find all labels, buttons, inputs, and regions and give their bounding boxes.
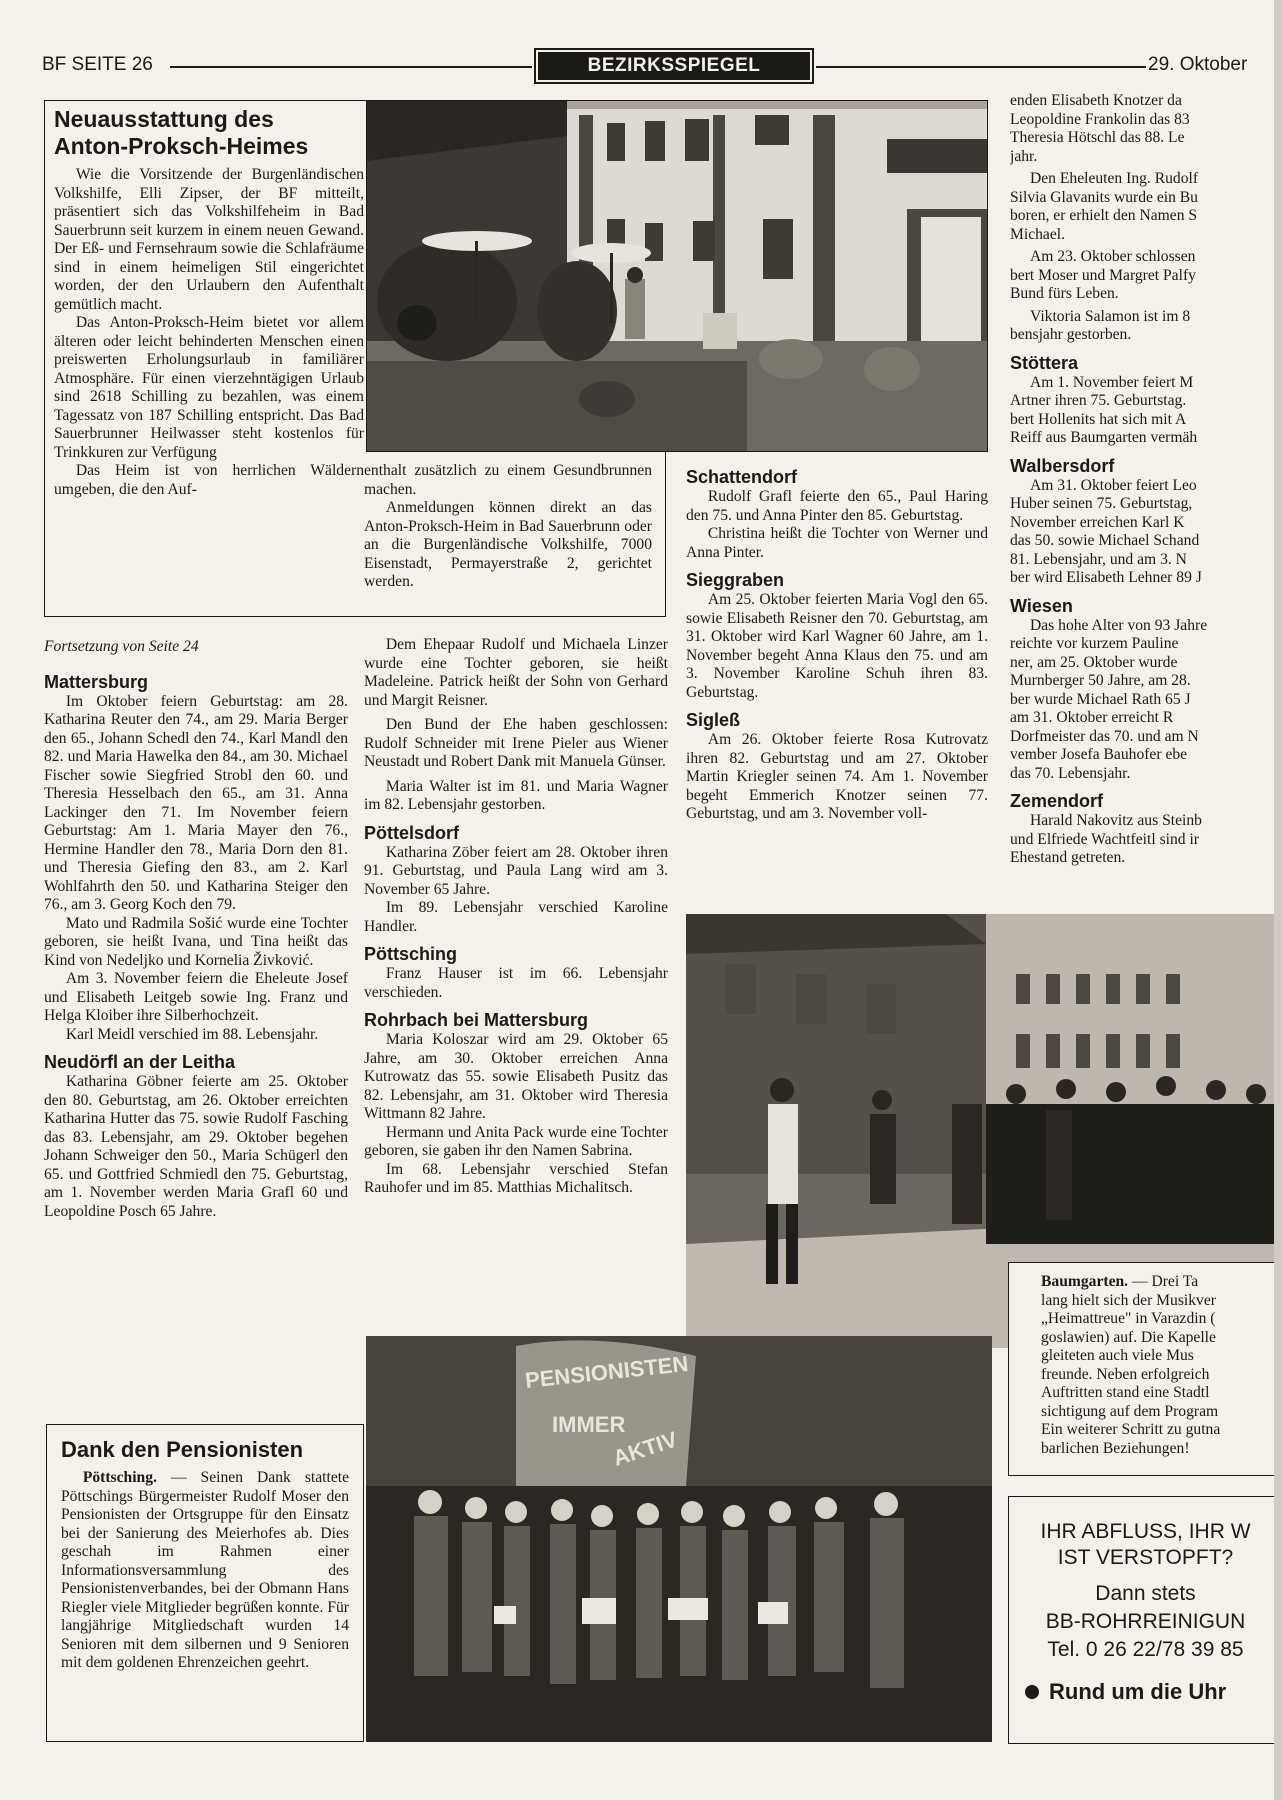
news-paragraph: Maria Koloszar wird am 29. Oktober 65 Jahre, am 30. Oktober erreichen Anna Kutrowatz das 55. sowie Elisabeth Pusitz das 82. Lebensjahr, am 31. Oktober wird Theresia Wittmann 82 Jahre. [364, 1031, 668, 1122]
header-rule-right [816, 66, 1146, 68]
news-paragraph: Am 3. November feiern die Eheleute Josef und Elisabeth Leitgeb sowie Ing. Franz und Helga Kloiber ihre Silberhochzeit. [44, 970, 348, 1024]
news-line: Leopoldine Frankolin das 83 [1010, 110, 1190, 128]
news-line: Michael. [1010, 225, 1065, 243]
pensioners-paragraph [61, 1469, 349, 1673]
page-header [0, 48, 1282, 86]
news-paragraph: Im 89. Lebensjahr verschied Karoline Handler. [364, 899, 668, 935]
news-paragraph: Im 68. Lebensjahr verschied Stefan Rauhofer und im 85. Matthias Michalitsch. [364, 1160, 668, 1196]
news-line: ber wurde Michael Rath 65 J [1010, 690, 1191, 708]
caption-line: sichtigung auf dem Program [1041, 1402, 1219, 1420]
heading-neudoerfl: Neudörfl an der Leitha [44, 1052, 236, 1072]
news-paragraph: Am 26. Oktober feierte Rosa Kutrovatz ihren 82. Geburtstag und am 27. Oktober Martin Kriegler seinen 74. Am 1. November begeht Emmerich Knotzer seinen 77. Geburtstag, und am 3. November voll- [686, 731, 988, 822]
banner-text-2: IMMER [552, 1412, 626, 1437]
heading-sigless: Sigleß [686, 710, 741, 730]
news-line: Reiff aus Baumgarten vermäh [1010, 429, 1198, 446]
news-line: am 31. Oktober erreicht R [1010, 709, 1174, 726]
news-line: Silvia Glavanits wurde ein Bu [1010, 188, 1198, 206]
news-line: Ehestand getreten. [1010, 849, 1126, 866]
ad-phone: Tel. 0 26 22/78 39 85 [1047, 1638, 1244, 1661]
news-line: Huber seinen 75. Geburtstag, [1010, 495, 1193, 512]
news-line: bensjahr gestorben. [1010, 326, 1132, 343]
news-line: Artner ihren 75. Geburtstag. [1010, 392, 1187, 409]
news-paragraph: Dem Ehepaar Rudolf und Michaela Linzer wurde eine Tochter geboren, sie heißt Madeleine. Patrick heißt der Sohn von Gerhard und Margit Reisner. [364, 636, 668, 709]
lead-paragraph: Das Heim ist von herrlichen Wäldern umgeben, die den Auf- [54, 462, 364, 498]
pensioners-title: Dank den Pensionisten [61, 1437, 304, 1462]
news-paragraph: Maria Walter ist im 81. und Maria Wagner im 82. Lebensjahr gestorben. [364, 777, 668, 813]
news-line: Den Eheleuten Ing. Rudolf [1030, 170, 1199, 187]
header-rule-left [170, 66, 532, 68]
ad-line: IHR ABFLUSS, IHR W [1040, 1520, 1251, 1543]
lead-paragraph: Anmeldungen können direkt an das Anton-Proksch-Heim in Bad Sauerbrunn oder an die Burgenländische Volkshilfe, 7000 Eisenstadt, Permayerstraße 2, gerichtet werden. [364, 499, 652, 590]
news-line: boren, er erhielt den Namen S [1010, 207, 1198, 224]
news-paragraph: Den Bund der Ehe haben geschlossen: Rudolf Schneider mit Irene Pieler aus Wiener Neustadt und Robert Dank mit Manuela Günser. [364, 716, 668, 770]
news-line: jahr. [1010, 147, 1038, 165]
news-line: das 70. Lebensjahr. [1010, 764, 1131, 782]
caption-line: Auftritten stand eine Stadtl [1041, 1384, 1210, 1401]
news-paragraph: Katharina Göbner feierte am 25. Oktober den 80. Geburtstag, am 26. Oktober erreichten Katharina Hutter das 75. sowie Rudolf Fasching das 83. Lebensjahr, am 29. Oktober begehen Johann Schweiger den 50., Maria Schügerl den 65. und Gottfried Schmiedl den 75. Geburtstag, am 1. November werden Maria Grafl 60 und Leopoldine Posch 65 Jahre. [44, 1073, 348, 1220]
caption-line: Ein weiterer Schritt zu gutna [1041, 1421, 1221, 1438]
caption-line: lang hielt sich der Musikver [1041, 1291, 1216, 1309]
caption-line: barlichen Beziehungen! [1041, 1439, 1190, 1457]
news-line: November erreichen Karl K [1010, 513, 1185, 531]
lead-continuation [364, 462, 652, 592]
news-line: Viktoria Salamon ist im 8 [1030, 307, 1191, 325]
news-paragraph: Am 25. Oktober feierten Maria Vogl den 65. sowie Elisabeth Reisner den 70. Geburtstag, am 31. Oktober wird Karl Wagner 60 Jahre, am 1. November begeht Anna Klaus den 75. und am 3. November Karoline Schuh ihren 83. Geburtstag. [686, 591, 988, 701]
news-line: 81. Lebensjahr, und am 3. N [1010, 550, 1187, 568]
section-banner [534, 48, 814, 84]
news-line: Am 31. Oktober feiert Leo [1030, 476, 1197, 494]
lead-paragraph: enthalt zusätzlich zu einem Gesundbrunnen machen. [364, 462, 652, 498]
pensioners-article-box [46, 1424, 364, 1742]
banner-text-3: AKTIV [609, 1426, 681, 1471]
news-paragraph: Im Oktober feiern Geburtstag: am 28. Katharina Reuter den 74., am 29. Maria Berger den 65., Johann Schedl den 74., Karl Mandl den 82. und Maria Hawelka den 84., am 30. Michael Fischer sowie Siegfried Strobl den 60. und Theresia Hesselbach den 65., am 31. Anna Lackinger den 71. Im November feiern Geburtstag: Am 1. Maria Mayer den 76., Hermine Handler den 78., Maria Dorn den 81. und Theresia Giefing den 83., am 2. Karl Wohlfahrth den 50. und Katharina Steiger den 76., am 3. Georg Koch den 79. [44, 692, 348, 913]
pensioners-text: — Seinen Dank stattete Pöttschings Bürgermeister Rudolf Moser den Pensionisten der Ortsgruppe für den Einsatz bei der Sanierung des Meierhofes ab. Dies geschah im Rahmen einer Informationsversammlung des Pensionistenverbandes, bei der Obmann Hans Riegler viele Mitglieder begrüßen konnte. Für langjährige Mitgliedschaft wurden 14 Senioren mit dem silbernen und 9 Senioren mit dem goldenen Ehrenzeichen geehrt. [61, 1469, 349, 1671]
caption-line: gleiteten auch viele Mus [1041, 1347, 1194, 1364]
news-paragraph: Katharina Zöber feiert am 28. Oktober ihren 91. Geburtstag, und Paula Lang wird am 3. November 65 Jahre. [364, 843, 668, 898]
news-line: Theresia Hötschl das 88. Le [1010, 129, 1185, 146]
caption-line: goslawien) auf. Die Kapelle [1041, 1328, 1216, 1346]
caption-text: — Drei Ta [1131, 1273, 1199, 1290]
news-line: bert Hollenits hat sich mit A [1010, 410, 1187, 428]
heading-mattersburg: Mattersburg [44, 671, 149, 692]
ad-line: IST VERSTOPFT? [1057, 1546, 1234, 1569]
pensioners-place: Pöttsching. [82, 1469, 157, 1486]
issue-date: 29. Oktober [1148, 54, 1248, 75]
news-line: Das hohe Alter von 93 Jahre [1030, 616, 1208, 634]
ad-tagline [1009, 1679, 1282, 1705]
bullet-icon [1025, 1685, 1039, 1699]
pensioners-photo [366, 1336, 992, 1742]
continued-note: Fortsetzung von Seite 24 [44, 638, 199, 655]
column-1 [44, 638, 348, 1221]
column-4 [1010, 92, 1282, 868]
heading-zemendorf: Zemendorf [1010, 791, 1104, 811]
news-paragraph: Christina heißt die Tochter von Werner und Anna Pinter. [686, 525, 988, 561]
news-paragraph: Hermann und Anita Pack wurde eine Tochter geboren, sie gaben ihr den Namen Sabrina. [364, 1123, 668, 1159]
page-number: BF SEITE 26 [42, 54, 153, 75]
column-2 [364, 636, 668, 1198]
page-edge [1274, 0, 1282, 1800]
heading-schattendorf: Schattendorf [686, 467, 798, 487]
news-line: Am 1. November feiert M [1030, 373, 1194, 391]
column-3 [686, 466, 988, 824]
caption-place: Baumgarten. [1041, 1273, 1129, 1290]
heading-poettelsdorf: Pöttelsdorf [364, 822, 460, 843]
news-line: reichte vor kurzem Pauline [1010, 635, 1179, 652]
news-line: das 50. sowie Michael Schand [1010, 532, 1200, 549]
heading-walbersdorf: Walbersdorf [1010, 455, 1115, 476]
pensioners-body [61, 1469, 349, 1673]
ad-line: Dann stets [1095, 1582, 1196, 1605]
caption-line: „Heimattreue" in Varazdin ( [1041, 1310, 1216, 1327]
section-title: BEZIRKSSPIEGEL [538, 52, 810, 80]
ad-tagline-text: Rund um die Uhr [1049, 1679, 1227, 1704]
news-line: ber wird Elisabeth Lehner 89 J [1010, 569, 1202, 586]
news-paragraph: Mato und Radmila Sošić wurde eine Tochter geboren, sie heißt Ivana, und Tina heißt das Kind von Nedeljko und Kornelia Živković. [44, 914, 348, 969]
news-line: und Elfriede Wachtfeitl sind ir [1010, 830, 1199, 848]
news-line: vember Josefa Bauhofer ebe [1010, 746, 1188, 763]
lead-body [54, 166, 364, 499]
lead-title-line-1: Neuausstattung des [54, 106, 274, 132]
building-photo [366, 100, 988, 452]
news-line: Bund fürs Leben. [1010, 285, 1119, 302]
news-line: bert Moser und Margret Palfy [1010, 266, 1196, 284]
news-line: Murnberger 50 Jahre, am 28. [1010, 672, 1191, 689]
caption-line: freunde. Neben erfolgreich [1041, 1365, 1210, 1383]
heading-stoettera: Stöttera [1010, 352, 1079, 373]
lead-title [54, 106, 364, 160]
news-line: Am 23. Oktober schlossen [1030, 248, 1196, 265]
ad-company: BB-ROHRREINIGUN [1045, 1610, 1246, 1633]
plumbing-ad [1008, 1496, 1282, 1744]
lead-article [54, 106, 364, 499]
news-line: ner, am 25. Oktober wurde [1010, 653, 1178, 671]
heading-poettsching: Pöttsching [364, 944, 457, 964]
caption-line [1041, 1273, 1281, 1292]
heading-sieggraben: Sieggraben [686, 570, 785, 590]
heading-rohrbach: Rohrbach bei Mattersburg [364, 1010, 589, 1030]
lead-title-line-2: Anton-Proksch-Heimes [54, 133, 309, 159]
heading-wiesen: Wiesen [1010, 595, 1073, 616]
news-line: Dorfmeister das 70. und am N [1010, 727, 1199, 745]
news-line: enden Elisabeth Knotzer da [1010, 92, 1182, 109]
photo-caption-box [1008, 1262, 1282, 1476]
lead-paragraph: Wie die Vorsitzende der Burgenländischen Volkshilfe, Elli Zipser, der BF mitteilt, präsentiert sich das Volkshilfeheim in Bad Sauerbrunn seit kurzem in einem neuen Gewand. Der Eß- und Fernsehraum sowie die Schlafräume sind in einem heimeligen Stil eingerichtet worden, der den Urlaubern den Aufenthalt gemütlich macht. [54, 166, 364, 313]
banner-text-1: PENSIONISTEN [523, 1350, 690, 1393]
news-line: Harald Nakovitz aus Steinb [1030, 812, 1202, 829]
news-paragraph: Rudolf Grafl feierte den 65., Paul Haring den 75. und Anna Pinter den 85. Geburtstag. [686, 488, 988, 524]
lead-paragraph: Das Anton-Proksch-Heim bietet vor allem älteren oder leicht behinderten Menschen einen preiswerten Erholungsurlaub in familiärer Atmosphäre. Für einen vierzehntägigen Urlaub sind 2618 Schilling zu bezahlen, was einem Tagessatz von 187 Schilling entspricht. Das Bad Sauerbrunner Heilwasser steht kostenlos für Trinkkuren zur Verfügung [54, 314, 364, 461]
news-paragraph: Karl Meidl verschied im 88. Lebensjahr. [65, 1025, 319, 1043]
news-paragraph: Franz Hauser ist im 66. Lebensjahr verschieden. [364, 965, 668, 1001]
